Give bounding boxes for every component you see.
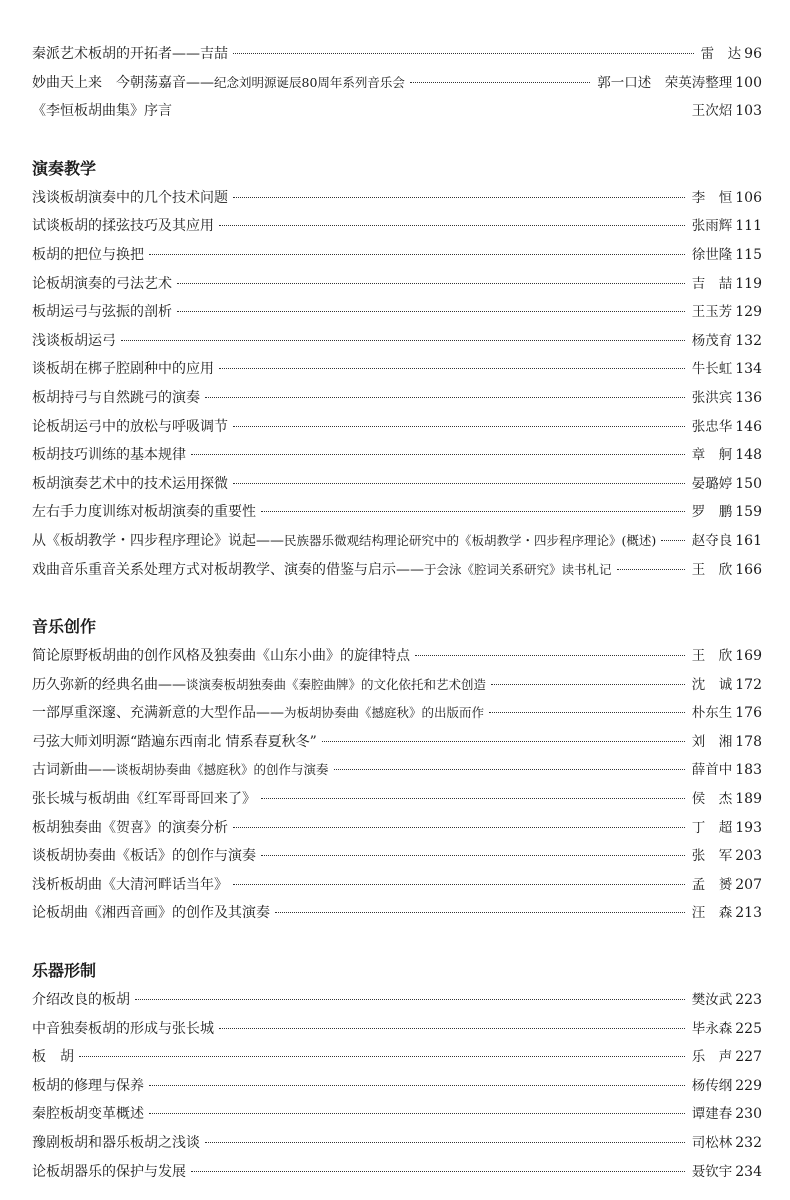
dot-leader [149, 254, 685, 255]
toc-entry[interactable] [32, 728, 762, 757]
entry-title [32, 728, 317, 757]
entry-page-number: 146 [735, 418, 762, 435]
entry-title [32, 671, 486, 700]
entry-page-number: 193 [735, 819, 762, 836]
entry-author: 汪 森 [691, 905, 733, 922]
entry-title-main: 板胡持弓与自然跳弓的演奏 [32, 389, 200, 406]
toc-entry[interactable] [32, 97, 762, 126]
entry-title [32, 642, 410, 671]
toc-entry[interactable] [32, 241, 762, 270]
toc-entry[interactable] [32, 413, 762, 442]
entry-title [32, 441, 186, 470]
entry-title-main: 介绍改良的板胡 [32, 992, 130, 1009]
entry-title-main: 板胡的修理与保养 [32, 1077, 144, 1094]
entry-page-number: 232 [735, 1135, 762, 1151]
entry-title-main: 浅谈板胡运弓 [32, 332, 116, 349]
entry-author: 杨传纲 [691, 1077, 733, 1094]
entry-title-main: 张长城与板胡曲《红军哥哥回来了》 [32, 791, 256, 808]
entry-title [32, 871, 228, 900]
entry-page-number: 106 [735, 189, 762, 206]
entry-page-number: 103 [735, 103, 762, 120]
entry-title-main: 中音独奏板胡的形成与张长城 [32, 1020, 214, 1037]
entry-author: 张忠华 [691, 418, 733, 435]
entry-page-number: 189 [735, 791, 762, 808]
toc-entry[interactable] [32, 642, 762, 671]
toc-entry[interactable] [32, 756, 762, 785]
dot-leader [205, 397, 685, 398]
entry-title-main: 豫剧板胡和器乐板胡之浅谈 [32, 1135, 200, 1151]
entry-page-number: 132 [735, 332, 762, 349]
entry-page-number: 223 [735, 992, 762, 1009]
entry-title [32, 899, 270, 928]
entry-author: 司松林 [691, 1135, 733, 1151]
toc-section [32, 40, 762, 126]
entry-author: 樊汝武 [691, 992, 733, 1009]
toc-section [32, 958, 762, 1186]
toc-entry[interactable] [32, 212, 762, 241]
entry-title-main: 板胡技巧训练的基本规律 [32, 447, 186, 464]
dot-leader [233, 483, 685, 484]
dot-leader [261, 855, 685, 856]
entry-title [32, 69, 405, 98]
entry-author: 聂钦宇 [691, 1163, 733, 1180]
entry-page-number: 115 [735, 246, 762, 263]
entry-title-main: 左右手力度训练对板胡演奏的重要性 [32, 504, 256, 521]
dot-leader [410, 82, 590, 83]
toc-entry[interactable] [32, 69, 762, 98]
toc-entry[interactable] [32, 184, 762, 213]
entry-page-number: 229 [735, 1077, 762, 1094]
entry-title-main: 戏曲音乐重音关系处理方式对板胡教学、演奏的借鉴与启示—— [32, 561, 424, 578]
dot-leader [79, 1056, 685, 1057]
toc-entry[interactable] [32, 814, 762, 843]
entry-title [32, 842, 256, 871]
entry-title-main: 试谈板胡的揉弦技巧及其应用 [32, 218, 214, 235]
entry-author: 李 恒 [691, 189, 733, 206]
dot-leader [415, 655, 685, 656]
entry-page-number: 96 [744, 46, 762, 62]
entry-title [32, 384, 200, 413]
entry-title [32, 1043, 74, 1072]
dot-leader [177, 311, 685, 312]
toc-entry[interactable] [32, 986, 762, 1015]
entry-author: 薛首中 [691, 762, 733, 779]
entry-author: 章 舸 [691, 447, 733, 464]
entry-title [32, 327, 116, 356]
entry-title [32, 1158, 186, 1187]
entry-page-number: 136 [735, 389, 762, 406]
entry-subtitle: 谈演奏板胡独奏曲《秦腔曲牌》的文化依托和艺术创造 [186, 676, 487, 692]
entry-title-main: 《李恒板胡曲集》序言 [32, 103, 172, 120]
entry-page-number: 172 [735, 676, 762, 693]
entry-page-number: 230 [735, 1106, 762, 1123]
entry-author: 毕永森 [691, 1020, 733, 1037]
dot-leader [233, 827, 685, 828]
entry-page-number: 159 [735, 504, 762, 521]
toc-entry[interactable] [32, 1129, 762, 1158]
entry-title-main: 论板胡演奏的弓法艺术 [32, 275, 172, 292]
dot-leader [661, 540, 685, 541]
dot-leader [191, 1171, 685, 1172]
entry-page-number: 183 [735, 762, 762, 779]
entry-title-main: 谈板胡在梆子腔剧种中的应用 [32, 361, 214, 378]
entry-subtitle: 为板胡协奏曲《撼庭秋》的出版而作 [284, 705, 485, 721]
dot-leader [149, 1113, 685, 1114]
entry-title [32, 97, 172, 126]
entry-author: 丁 超 [691, 819, 733, 836]
entry-page-number: 225 [735, 1020, 762, 1037]
dot-leader [219, 368, 685, 369]
entry-title [32, 355, 214, 384]
toc-entry[interactable] [32, 441, 762, 470]
entry-author: 谭建春 [691, 1106, 733, 1123]
toc-entry[interactable] [32, 899, 762, 928]
toc-entry[interactable] [32, 556, 762, 585]
toc-entry[interactable] [32, 527, 762, 556]
entry-title-main: 秦派艺术板胡的开拓者——吉喆 [32, 46, 228, 62]
toc-section [32, 614, 762, 928]
entry-subtitle: 于会泳《腔词关系研究》读书札记 [424, 561, 612, 577]
entry-author: 晏璐婷 [691, 475, 733, 492]
entry-page-number: 207 [735, 876, 762, 893]
toc-entry[interactable] [32, 785, 762, 814]
dot-leader [177, 283, 685, 284]
entry-page-number: 119 [735, 275, 762, 292]
entry-author: 王玉芳 [691, 304, 733, 321]
entry-title [32, 814, 228, 843]
entry-title [32, 184, 228, 213]
entry-title-main: 谈板胡协奏曲《板话》的创作与演奏 [32, 848, 256, 865]
toc-entry[interactable] [32, 699, 762, 728]
entry-author: 赵夺良 [691, 532, 733, 549]
toc-entry[interactable] [32, 871, 762, 900]
entry-page-number: 148 [735, 447, 762, 464]
entry-page-number: 176 [735, 705, 762, 722]
dot-leader [191, 454, 685, 455]
entry-author: 吉 喆 [691, 275, 733, 292]
entry-title [32, 1015, 214, 1044]
entry-author: 罗 鹏 [691, 504, 733, 521]
entry-author: 刘 湘 [691, 733, 733, 750]
dot-leader [334, 769, 685, 770]
dot-leader [261, 511, 685, 512]
entry-author: 牛长虹 [691, 361, 733, 378]
entry-title [32, 40, 228, 69]
toc-entry[interactable] [32, 842, 762, 871]
entry-page-number: 178 [735, 733, 762, 750]
entry-author: 王 欣 [691, 561, 733, 578]
entry-title-main: 古词新曲—— [32, 762, 116, 779]
entry-page-number: 161 [735, 532, 762, 549]
entry-author: 郭一口述 荣英涛整理 [597, 74, 733, 91]
entry-author: 张洪宾 [691, 389, 733, 406]
entry-title [32, 470, 228, 499]
entry-title-main: 板 胡 [32, 1049, 74, 1066]
entry-author: 王次炤 [691, 103, 733, 120]
toc-entry[interactable] [32, 498, 762, 527]
entry-title [32, 1100, 144, 1129]
entry-title-main: 论板胡器乐的保护与发展 [32, 1163, 186, 1180]
entry-title [32, 498, 256, 527]
dot-leader [233, 53, 694, 54]
entry-title-main: 浅谈板胡演奏中的几个技术问题 [32, 189, 228, 206]
dot-leader [617, 569, 685, 570]
toc-entry[interactable] [32, 40, 762, 69]
entry-subtitle: 谈板胡协奏曲《撼庭秋》的创作与演奏 [116, 762, 329, 778]
toc-entry[interactable] [32, 1100, 762, 1129]
entry-title [32, 212, 214, 241]
entry-title [32, 413, 228, 442]
entry-author: 侯 杰 [691, 791, 733, 808]
entry-page-number: 100 [735, 74, 762, 91]
toc-entry[interactable] [32, 1158, 762, 1187]
entry-title [32, 270, 172, 299]
entry-author: 朴东生 [691, 705, 733, 722]
section-heading: 乐器形制 [32, 961, 97, 981]
entry-title [32, 556, 612, 585]
dot-leader [261, 798, 685, 799]
entry-title-main: 论板胡曲《湘西音画》的创作及其演奏 [32, 905, 270, 922]
entry-author: 徐世隆 [691, 246, 733, 263]
toc-entry[interactable] [32, 1043, 762, 1072]
dot-leader [149, 1085, 685, 1086]
entry-title [32, 986, 130, 1015]
dot-leader [322, 741, 685, 742]
entry-subtitle: 民族器乐微观结构理论研究中的《板胡教学・四步程序理论》(概述) [284, 532, 657, 548]
entry-title-main: 浅析板胡曲《大清河畔话当年》 [32, 876, 228, 893]
toc-entry[interactable] [32, 1015, 762, 1044]
entry-title-main: 板胡演奏艺术中的技术运用探微 [32, 475, 228, 492]
entry-title [32, 298, 172, 327]
entry-page-number: 169 [735, 648, 762, 665]
section-heading: 演奏教学 [32, 158, 97, 178]
entry-title-main: 从《板胡教学・四步程序理论》说起—— [32, 532, 284, 549]
entry-title-main: 妙曲天上来 今朝荡嘉音—— [32, 74, 214, 91]
entry-title-main: 历久弥新的经典名曲—— [32, 676, 186, 693]
entry-page-number: 227 [735, 1049, 762, 1066]
entry-author: 雷 达 [700, 46, 742, 62]
dot-leader [233, 884, 685, 885]
entry-title [32, 699, 484, 728]
entry-title [32, 1129, 200, 1158]
entry-title-main: 板胡的把位与换把 [32, 246, 144, 263]
dot-leader [275, 912, 685, 913]
dot-leader [219, 1028, 685, 1029]
dot-leader [491, 684, 685, 685]
entry-author: 张 军 [691, 848, 733, 865]
dot-leader [489, 712, 685, 713]
entry-author: 沈 诚 [691, 676, 733, 693]
toc-entry[interactable] [32, 270, 762, 299]
entry-title [32, 527, 656, 556]
toc-section [32, 156, 762, 584]
entry-page-number: 234 [735, 1163, 762, 1180]
toc-entry[interactable] [32, 384, 762, 413]
entry-title [32, 1072, 144, 1101]
dot-leader [219, 225, 685, 226]
entry-title-main: 简论原野板胡曲的创作风格及独奏曲《山东小曲》的旋律特点 [32, 648, 410, 665]
entry-title-main: 一部厚重深邃、充满新意的大型作品—— [32, 705, 284, 722]
toc-entry[interactable] [32, 1072, 762, 1101]
entry-page-number: 203 [735, 848, 762, 865]
section-heading: 音乐创作 [32, 617, 97, 637]
toc-entry[interactable] [32, 671, 762, 700]
entry-page-number: 111 [735, 218, 762, 235]
entry-author: 杨茂育 [691, 332, 733, 349]
entry-title-main: 板胡独奏曲《贺喜》的演奏分析 [32, 819, 228, 836]
dot-leader [205, 1142, 685, 1143]
entry-title [32, 785, 256, 814]
entry-page-number: 150 [735, 475, 762, 492]
entry-page-number: 166 [735, 561, 762, 578]
toc-entry[interactable] [32, 327, 762, 356]
dot-leader [233, 426, 685, 427]
dot-leader [135, 999, 685, 1000]
entry-title [32, 241, 144, 270]
entry-title [32, 756, 329, 785]
entry-title-main: 板胡运弓与弦振的剖析 [32, 304, 172, 321]
entry-title-main: 弓弦大师刘明源“踏遍东西南北 情系春夏秋冬” [32, 733, 317, 750]
entry-author: 张雨辉 [691, 218, 733, 235]
entry-page-number: 129 [735, 304, 762, 321]
entry-title-main: 秦腔板胡变革概述 [32, 1106, 144, 1123]
dot-leader [121, 340, 685, 341]
entry-page-number: 213 [735, 905, 762, 922]
toc-entry[interactable] [32, 355, 762, 384]
entry-subtitle: 纪念刘明源诞辰80周年系列音乐会 [214, 74, 405, 90]
entry-author: 王 欣 [691, 648, 733, 665]
toc-entry[interactable] [32, 298, 762, 327]
entry-page-number: 134 [735, 361, 762, 378]
entry-author: 乐 声 [691, 1049, 733, 1066]
dot-leader [233, 197, 685, 198]
toc-entry[interactable] [32, 470, 762, 499]
entry-author: 孟 赟 [691, 876, 733, 893]
entry-title-main: 论板胡运弓中的放松与呼吸调节 [32, 418, 228, 435]
